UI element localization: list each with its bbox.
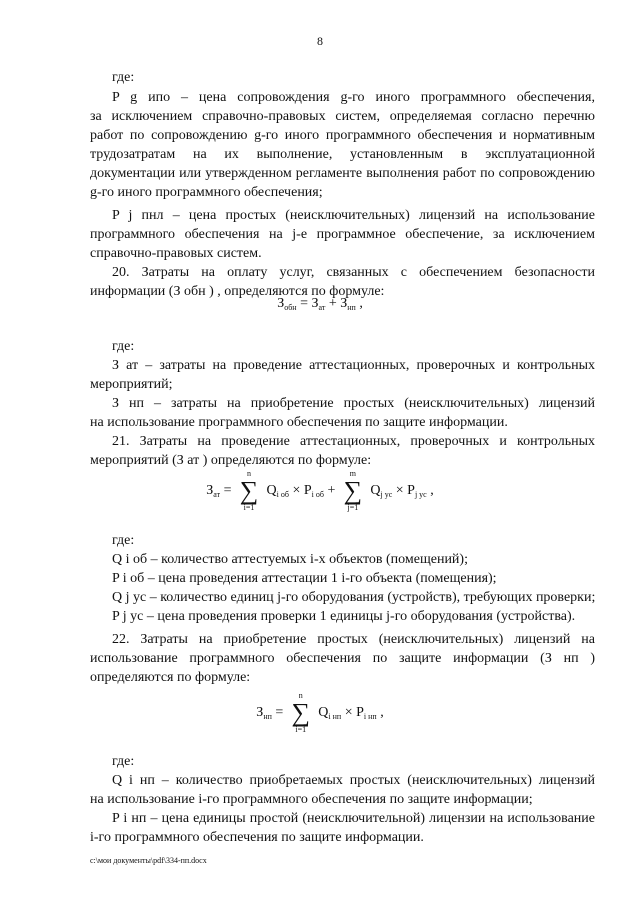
formula-attestation-costs: $З_{ат}$ = n ∑ i=1 $Q_{i об} \times P_{i об}$ + m ∑ j=1 $Q_{j ус} \times P_{j ус}$ ,	[206, 469, 434, 512]
text-line: работ по сопровождению g-го иного программного обеспечения и нормативным	[90, 128, 595, 143]
text-line: Q i нп – количество приобретаемых простых (неисключительных) лицензий	[112, 773, 595, 788]
text-line: на использование программного обеспечения по защите информации.	[90, 415, 508, 430]
formula-license-costs: $З_{нп}$ = n ∑ i=1 $Q_{i нп} \times P_{i нп}$ ,	[256, 691, 384, 734]
text-line: З ат – затраты на проведение аттестационных, проверочных и контрольных	[112, 358, 595, 373]
text-line: справочно-правовых систем.	[90, 246, 262, 261]
text-line: за исключением справочно-правовых систем, определяемая согласно перечню	[90, 109, 595, 124]
text-line: P g ипо – цена сопровождения g-го иного программного обеспечения,	[112, 90, 595, 105]
formula-security-costs: $З_{обн} = З_{ат} + З_{нп}$ ,	[277, 296, 363, 312]
text-line: мероприятий;	[90, 377, 173, 392]
text-line: использование программного обеспечения по защите информации (З нп )	[90, 651, 595, 666]
text-line: З нп – затраты на приобретение простых (неисключительных) лицензий	[112, 396, 595, 411]
text-line: на использование i-го программного обеспечения по защите информации;	[90, 792, 533, 807]
sum-symbol: n ∑ i=1	[239, 469, 259, 512]
page-number: 8	[317, 34, 323, 48]
sum-symbol: m ∑ j=1	[343, 469, 363, 512]
text-line: информации (З обн ) , определяются по формуле:	[90, 284, 385, 299]
text-line: 22. Затраты на приобретение простых (неисключительных) лицензий на	[112, 632, 595, 647]
text-line: g-го иного программного обеспечения;	[90, 185, 323, 200]
text-line: мероприятий (З ат ) определяются по формуле:	[90, 453, 372, 468]
text-line: Q i об – количество аттестуемых i-х объектов (помещений);	[112, 552, 468, 567]
text-line: где:	[112, 339, 135, 354]
text-line: трудозатратам на их выполнение, установленным в эксплуатационной	[90, 147, 595, 162]
text-line: Q j ус – количество единиц j-го оборудования (устройств), требующих проверки;	[112, 590, 596, 605]
text-line: где:	[112, 754, 135, 769]
text-line: программного обеспечения на j-е программное обеспечение, за исключением	[90, 227, 595, 242]
text-line: определяются по формуле:	[90, 670, 251, 685]
text-line: документации или утвержденном регламенте выполнения работ по сопровождению	[90, 166, 595, 181]
text-line: i-го программного обеспечения по защите информации.	[90, 830, 424, 845]
file-path-footer: c:\мои документы\pdf\334-пп.docx	[90, 856, 207, 865]
text-line: где:	[112, 70, 135, 85]
text-line: 21. Затраты на проведение аттестационных, проверочных и контрольных	[112, 434, 595, 449]
text-line: P i нп – цена единицы простой (неисключительной) лицензии на использование	[112, 811, 595, 826]
text-line: где:	[112, 533, 135, 548]
text-line: 20. Затраты на оплату услуг, связанных с обеспечением безопасности	[112, 265, 595, 280]
text-line: P j ус – цена проведения проверки 1 единицы j-го оборудования (устройства).	[112, 609, 576, 624]
sum-symbol: n ∑ i=1	[291, 691, 311, 734]
text-line: P i об – цена проведения аттестации 1 i-го объекта (помещения);	[112, 571, 497, 586]
text-line: P j пнл – цена простых (неисключительных) лицензий на использование	[112, 208, 595, 223]
